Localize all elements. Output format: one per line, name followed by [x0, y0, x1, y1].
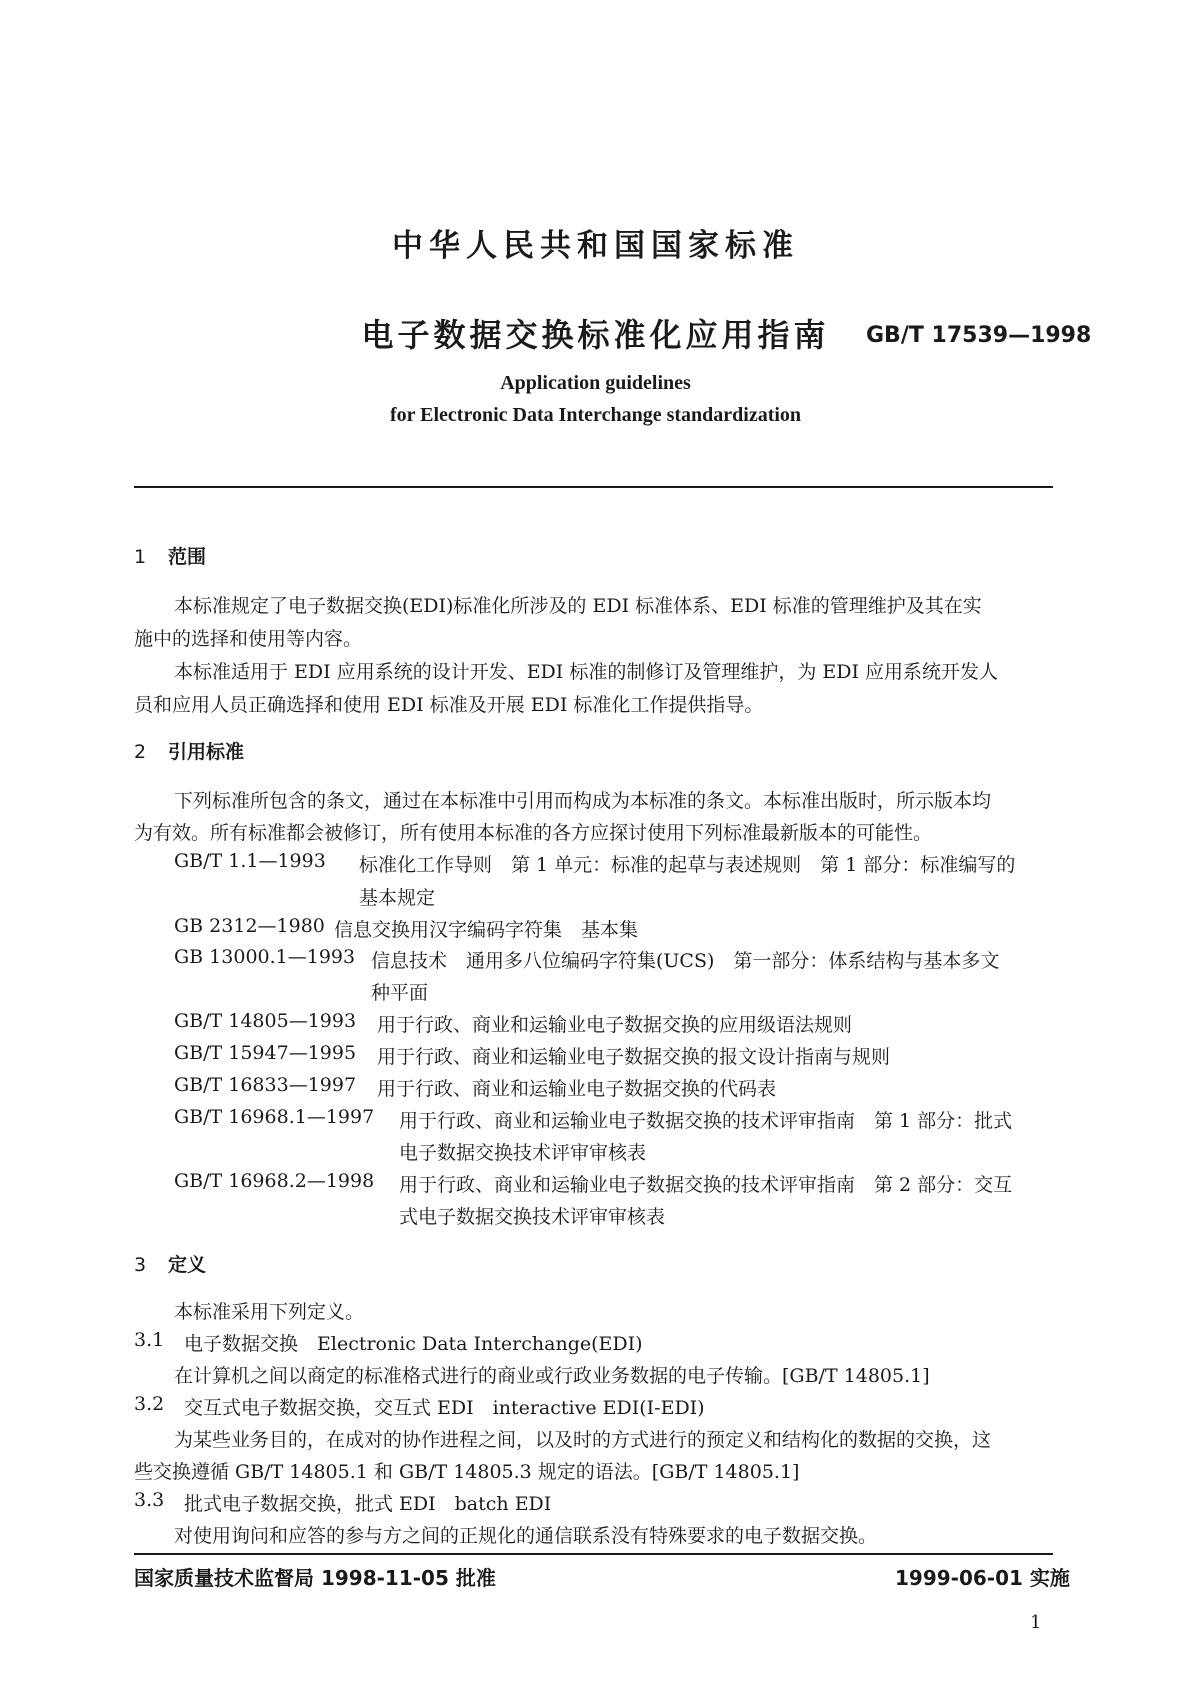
implementation-date: 1999-06-01 实施	[895, 1566, 1070, 1590]
document-title-en-line1: Application guidelines	[500, 372, 691, 394]
section-3-intro: 本标准采用下列定义。	[174, 1301, 365, 1323]
section-1-para1-line1: 本标准规定了电子数据交换(EDI)标准化所涉及的 EDI 标准体系、EDI 标准的管理维护及其在实	[174, 595, 982, 617]
reference-title-line1: 用于行政、商业和运输业电子数据交换的应用级语法规则	[377, 1014, 853, 1036]
page-number: 1	[1030, 1612, 1042, 1633]
section-number: 2	[134, 741, 147, 763]
section-title: 范围	[168, 546, 207, 568]
section-2-heading	[134, 737, 244, 764]
definition-term: 批式电子数据交换，批式 EDI batch EDI	[184, 1493, 552, 1515]
header-divider	[134, 486, 1053, 488]
footer-divider	[134, 1553, 1053, 1555]
definition-number: 3.2	[134, 1393, 165, 1415]
definition-number: 3.3	[134, 1489, 165, 1511]
section-1-para1-line2: 施中的选择和使用等内容。	[134, 628, 363, 650]
definition-term: 电子数据交换 Electronic Data Interchange(EDI)	[184, 1333, 643, 1355]
reference-title-line1: 用于行政、商业和运输业电子数据交换的技术评审指南 第 1 部分：批式	[399, 1110, 1013, 1132]
definition-number: 3.1	[134, 1329, 165, 1351]
reference-title-line1: 信息交换用汉字编码字符集 基本集	[334, 919, 639, 941]
reference-code: GB 13000.1—1993	[174, 946, 356, 968]
reference-title-line2: 式电子数据交换技术评审审核表	[399, 1206, 666, 1228]
definition-text-line1: 为某些业务目的，在成对的协作进程之间，以及时的方式进行的预定义和结构化的数据的交换，这	[174, 1429, 992, 1451]
definition-text-line1: 对使用询问和应答的参与方之间的正规化的通信联系没有特殊要求的电子数据交换。	[174, 1525, 878, 1547]
reference-title-line1: 用于行政、商业和运输业电子数据交换的技术评审指南 第 2 部分：交互	[399, 1174, 1013, 1196]
reference-code: GB/T 16968.2—1998	[174, 1170, 375, 1192]
definition-text-line2: 些交换遵循 GB/T 14805.1 和 GB/T 14805.3 规定的语法。[GB/T 14805.1]	[134, 1461, 800, 1483]
reference-title-line1: 用于行政、商业和运输业电子数据交换的报文设计指南与规则	[377, 1046, 891, 1068]
reference-code: GB/T 1.1—1993	[174, 850, 326, 872]
reference-title-line1: 信息技术 通用多八位编码字符集(UCS) 第一部分：体系结构与基本多文	[371, 950, 1000, 972]
reference-code: GB/T 15947—1995	[174, 1042, 357, 1064]
reference-code: GB/T 16968.1—1997	[174, 1106, 375, 1128]
reference-title-line2: 种平面	[371, 982, 429, 1004]
section-1-para2-line2: 员和应用人员正确选择和使用 EDI 标准及开展 EDI 标准化工作提供指导。	[134, 694, 764, 716]
section-2-intro-line2: 为有效。所有标准都会被修订，所有使用本标准的各方应探讨使用下列标准最新版本的可能性。	[134, 822, 933, 844]
section-number: 3	[134, 1254, 147, 1276]
national-standard-heading: 中华人民共和国国家标准	[392, 228, 799, 264]
section-1-heading	[134, 542, 206, 569]
standard-number: GB/T 17539—1998	[866, 323, 1092, 348]
reference-title-line1: 用于行政、商业和运输业电子数据交换的代码表	[377, 1078, 777, 1100]
section-title: 定义	[168, 1254, 207, 1276]
reference-code: GB/T 14805—1993	[174, 1010, 357, 1032]
definition-text-line1: 在计算机之间以商定的标准格式进行的商业或行政业务数据的电子传输。[GB/T 14805.1]	[174, 1365, 930, 1387]
reference-code: GB/T 16833—1997	[174, 1074, 357, 1096]
section-title: 引用标准	[168, 741, 245, 763]
reference-code: GB 2312—1980	[174, 915, 325, 937]
reference-title-line2: 电子数据交换技术评审审核表	[399, 1142, 647, 1164]
section-number: 1	[134, 546, 147, 568]
document-title-en-line2: for Electronic Data Interchange standardization	[389, 404, 802, 426]
section-2-intro-line1: 下列标准所包含的条文，通过在本标准中引用而构成为本标准的条文。本标准出版时，所示版本均	[174, 790, 992, 812]
definition-term: 交互式电子数据交换，交互式 EDI interactive EDI(I-EDI)	[184, 1397, 705, 1419]
reference-title-line2: 基本规定	[359, 887, 436, 909]
approval-statement: 国家质量技术监督局 1998-11-05 批准	[134, 1566, 496, 1590]
document-title-cn: 电子数据交换标准化应用指南	[361, 316, 830, 354]
reference-title-line1: 标准化工作导则 第 1 单元：标准的起草与表述规则 第 1 部分：标准编写的	[359, 854, 1016, 876]
section-1-para2-line1: 本标准适用于 EDI 应用系统的设计开发、EDI 标准的制修订及管理维护，为 EDI 应用系统开发人	[174, 661, 999, 683]
section-3-heading	[134, 1250, 206, 1277]
